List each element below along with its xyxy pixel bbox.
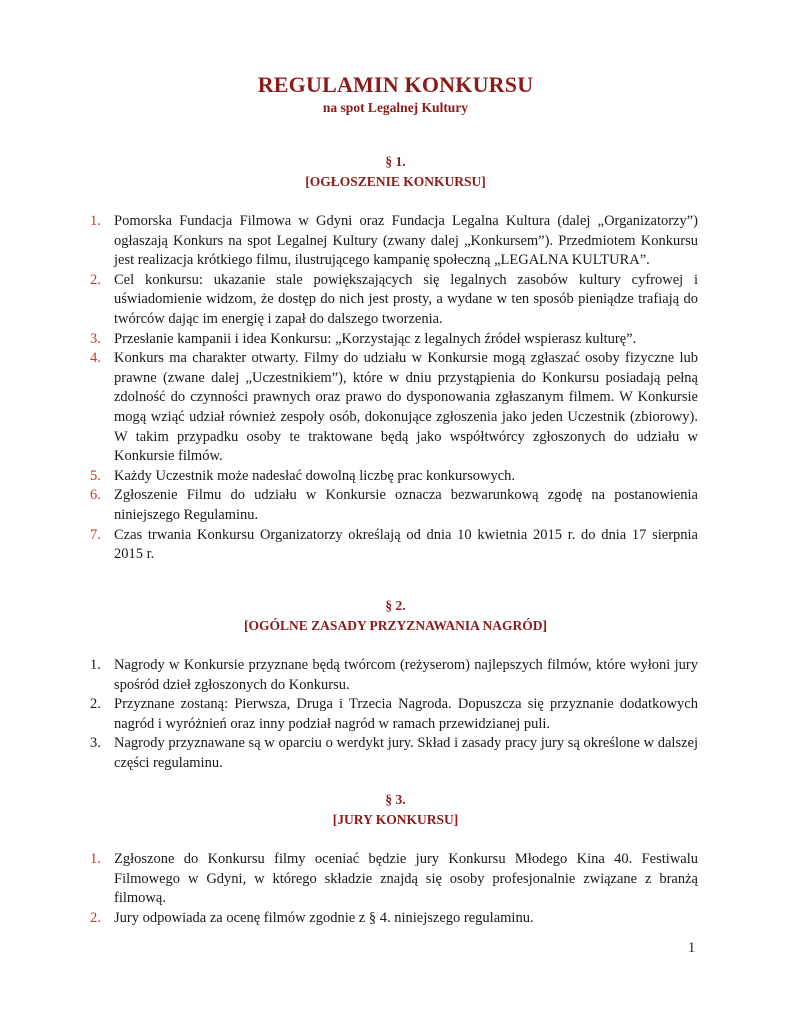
list-item: 2. Przyznane zostaną: Pierwsza, Druga i Trzecia Nagroda. Dopuszcza się przyznanie dodatkowych nagród i wyróżnień oraz inny podział nagród w ramach przewidzianej puli. <box>90 696 698 732</box>
list-item: 1. Zgłoszone do Konkursu filmy oceniać będzie jury Konkursu Młodego Kina 40. Festiwalu Filmowego w Gdyni, w którego składzie znajdą się osoby profesjonalnie związane z branżą filmową. <box>90 851 698 907</box>
list-item: 7. Czas trwania Konkursu Organizatorzy określają od dnia 10 kwietnia 2015 r. do dnia 17 sierpnia 2015 r. <box>90 526 698 563</box>
section-1-heading: [OGŁOSZENIE KONKURSU] <box>305 174 486 189</box>
list-item: 4. Konkurs ma charakter otwarty. Filmy do udziału w Konkursie mogą zgłaszać osoby fizyczne lub prawne (zwane dalej „Uczestnikiem”), które w dniu przystąpienia do Konkursu posiadają pełną zdolność do czynności prawnych oraz prawo do dysponowania zgłaszanym filmem. W Konkursie mogą wziąć udział również zespoły osób, dokonujące zgłoszenia jako jeden Uczestnik (zbiorowy). W takim przypadku osoby te traktowane będą jako współtwórcy zgłoszonych do udziału w Konkursie filmów. <box>90 350 698 465</box>
document-title: REGULAMIN KONKURSU <box>257 72 534 97</box>
list-item: 2. Jury odpowiada za ocenę filmów zgodnie z § 4. niniejszego regulaminu. <box>90 909 534 926</box>
document-subtitle: na spot Legalnej Kultury <box>322 100 469 115</box>
list-item: 5. Każdy Uczestnik może nadesłać dowolną liczbę prac konkursowych. <box>90 467 516 484</box>
section-3-heading: [JURY KONKURSU] <box>332 812 459 827</box>
section-2-list <box>90 656 698 774</box>
list-item: 3. Przesłanie kampanii i idea Konkursu: „Korzystając z legalnych źródeł wspierasz kulturę”. <box>90 330 637 347</box>
list-item: 1. Pomorska Fundacja Filmowa w Gdyni oraz Fundacja Legalna Kultura (dalej „Organizatorzy”) ogłaszają Konkurs na spot Legalnej Kultury (zwany dalej „Konkursem”). Przedmiotem Konkursu jest realizacja krótkiego filmu, ilustrującego kampanię społeczną „LEGALNA KULTURA”. <box>90 213 698 269</box>
section-1-number: § 1. <box>385 154 406 169</box>
section-3-number: § 3. <box>385 792 406 807</box>
page-number: 1 <box>688 940 696 956</box>
section-2-number: § 2. <box>385 598 406 613</box>
section-3-list <box>90 850 698 928</box>
list-item: 6. Zgłoszenie Filmu do udziału w Konkursie oznacza bezwarunkową zgodę na postanowienia niniejszego Regulaminu. <box>90 487 698 523</box>
section-1-list <box>90 212 698 565</box>
list-item: 3. Nagrody przyznawane są w oparciu o werdykt jury. Skład i zasady pracy jury są określone w dalszej części regulaminu. <box>90 735 698 771</box>
list-item: 1. Nagrody w Konkursie przyznane będą twórcom (reżyserom) najlepszych filmów, które wyłoni jury spośród dzieł zgłoszonych do Konkursu. <box>90 657 698 693</box>
list-item: 2. Cel konkursu: ukazanie stale powiększających się legalnych zasobów kultury cyfrowej i uświadomienie widzom, że dostęp do nich jest prosty, a wydane w ten sposób pieniądze trafiają do twórców dając im energię i zapał do dalszego tworzenia. <box>90 271 698 327</box>
section-2-heading: [OGÓLNE ZASADY PRZYZNAWANIA NAGRÓD] <box>244 618 547 633</box>
